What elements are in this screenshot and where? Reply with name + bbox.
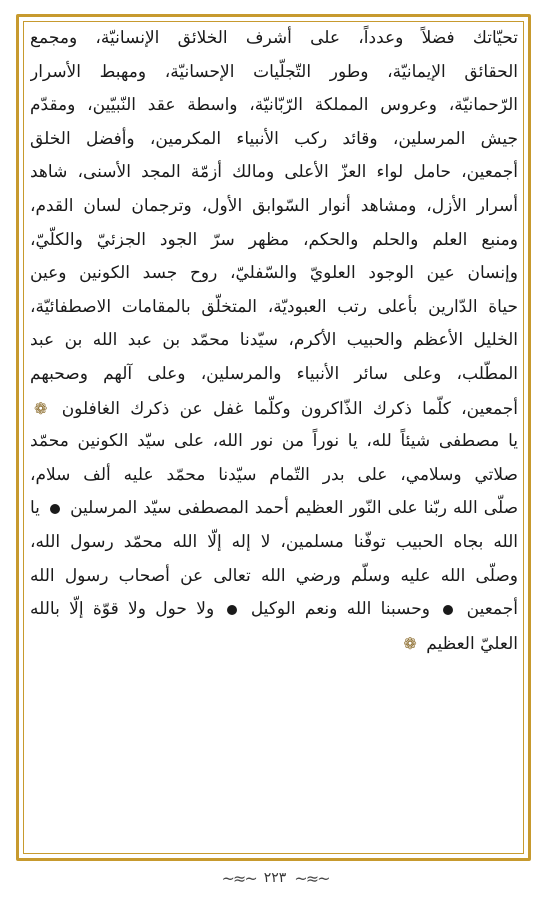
text-segment: وحسبنا الله ونعم الوكيل (250, 599, 430, 620)
text-line: تحيّاتك فضلاً وعدداً، على أشرف الخلائق الإنسانيّة، ومجمع (30, 28, 518, 48)
text-line: الحقائق الإيمانيّة، وطور التّجلّيات الإحسانيّة، ومهبط الأسرار (30, 61, 518, 82)
text-line: المطّلب، وعلى سائر الأنبياء والمرسلين، وعلى آلهم وصحبهم (30, 363, 518, 384)
text-line: جيش المرسلين، وقائد ركب الأنبياء المكرمين، وأفضل الخلق (30, 128, 518, 149)
text-segment: العليّ العظيم (426, 633, 518, 654)
text-segment: صلّى الله ربّنا على النّور العظيم أحمد المصطفى سيّد المرسلين (70, 498, 518, 519)
dot-separator-icon (50, 504, 60, 514)
text-line: الله بجاه الحبيب توفّنا مسلمين، لا إله إلّا الله محمّد رسول الله، (30, 531, 518, 552)
dot-separator-icon (443, 605, 453, 615)
text-line: حياة الدّارين بأعلى رتب العبوديّة، المتخلّق بالمقامات الاصطفائيّة، (30, 296, 518, 317)
dot-separator-icon (227, 605, 237, 615)
text-line: وإنسان عين الوجود العلويّ والسّفليّ، روح جسد الكونين وعين (30, 263, 518, 284)
text-line (30, 392, 518, 426)
text-line: أسرار الأزل، ومشاهد أنوار السّوابق الأول، وترجمان لسان القدم، (30, 195, 518, 216)
page-number: ٢٢٣ (263, 870, 287, 886)
prayer-text (30, 22, 518, 660)
text-line: وصلّى الله عليه وسلّم ورضي الله تعالى عن أصحاب رسول الله (30, 565, 518, 586)
text-line: الرّحمانيّة، وعروس المملكة الرّبّانيّة، واسطة عقد النّبيّين، ومقدّم (30, 95, 518, 116)
text-segment: ولا حول ولا قوّة إلّا بالله (30, 599, 215, 620)
text-segment: يا (30, 498, 40, 519)
footer-ornament-icon: ~≈~ (294, 868, 329, 888)
text-line: يا مصطفى شيئاً لله، يا نوراً من نور الله، على سيّد الكونين محمّد (30, 431, 518, 452)
text-segment: أجمعين (466, 599, 518, 620)
text-line: صلاتي وسلامي، على بدر التّمام سيّدنا محمّد عليه ألف سلام، (30, 464, 518, 485)
text-line: الخليل الأعظم والحبيب الأكرم، سيّدنا محمّد بن عبد الله بن عبد (30, 330, 518, 351)
text-line: ومنبع العلم والحلم والحكم، مظهر سرّ الجود الجزئيّ والكلّيّ، (30, 229, 518, 250)
flower-ornament-icon: ❁ (34, 398, 48, 418)
page-footer (0, 867, 550, 889)
flower-ornament-icon: ❁ (403, 633, 417, 653)
footer-ornament-icon: ~≈~ (221, 868, 256, 888)
text-line (30, 492, 518, 526)
text-segment: أجمعين، كلّما ذكرك الذّاكرون وكلّما غفل عن ذكرك الغافلون (61, 398, 518, 419)
text-line (30, 627, 518, 661)
text-line: أجمعين، حامل لواء العزّ الأعلى ومالك أزمّة المجد الأسنى، شاهد (30, 162, 518, 183)
text-line (30, 593, 518, 627)
